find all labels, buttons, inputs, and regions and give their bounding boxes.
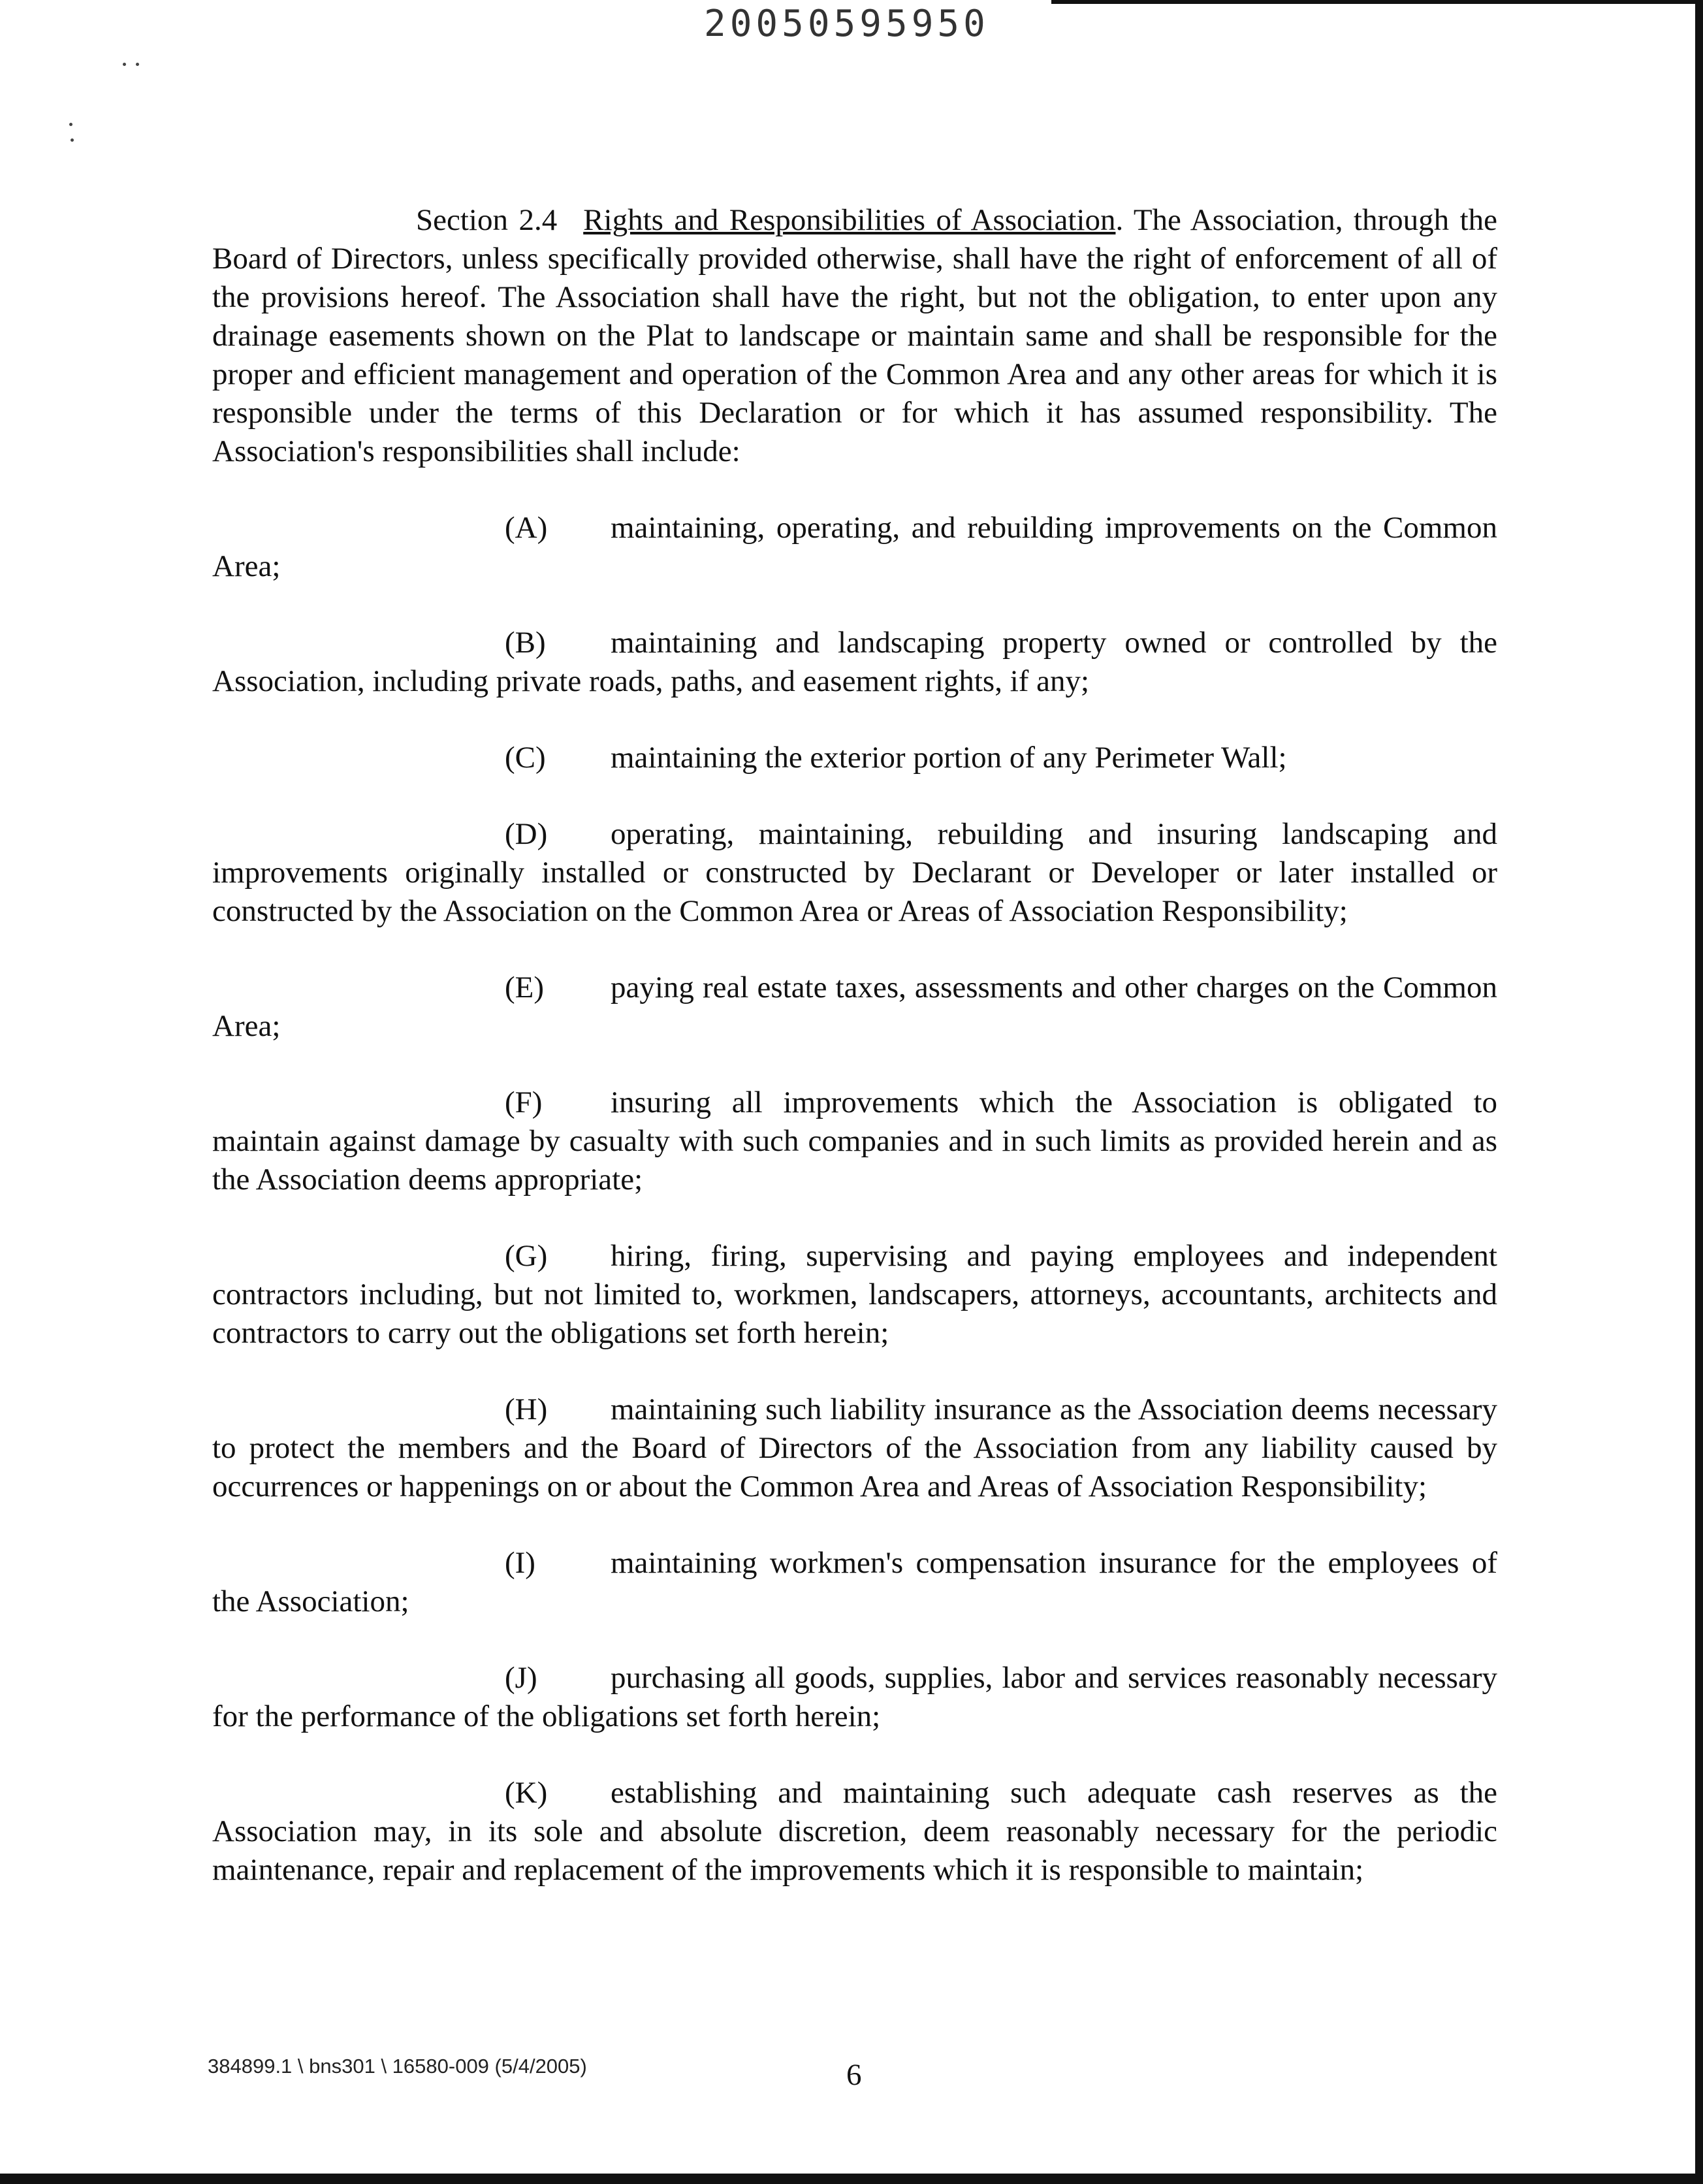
- page-number: 6: [846, 2058, 862, 2092]
- item-letter: (I): [505, 1546, 535, 1580]
- item-text: operating, maintaining, rebuilding and insuring landscaping and improvements originally installed or constructed by Declarant or Developer or later installed or constructed by the Association on the Common Area or Areas of Association Responsibility;: [212, 817, 1497, 928]
- list-item-i: [212, 1544, 1497, 1621]
- list-item-h: [212, 1390, 1497, 1506]
- section-paragraph: [212, 201, 1497, 471]
- list-item-b: [212, 624, 1497, 701]
- list-item-f: [212, 1084, 1497, 1199]
- list-item-e: [212, 969, 1497, 1046]
- item-text: insuring all improvements which the Association is obligated to maintain against damage by casualty with such companies and in such limits as provided herein and as the Association deems appropriate;: [212, 1085, 1497, 1196]
- item-letter: (A): [505, 511, 548, 545]
- item-letter: (H): [505, 1392, 548, 1426]
- scan-edge-rule: [1051, 0, 1703, 4]
- item-text: maintaining the exterior portion of any Perimeter Wall;: [611, 741, 1287, 775]
- list-item-d: [212, 815, 1497, 931]
- item-letter: (D): [505, 817, 548, 851]
- item-text: purchasing all goods, supplies, labor and services reasonably necessary for the performance of the obligations set forth herein;: [212, 1661, 1497, 1733]
- item-letter: (G): [505, 1239, 548, 1273]
- item-letter: (J): [505, 1661, 537, 1695]
- item-letter: (B): [505, 626, 546, 660]
- item-letter: (F): [505, 1085, 543, 1119]
- section-body-text: The Association, through the Board of Directors, unless specifically provided otherwise, shall have the right of enforcement of all of the provisions hereof. The Association shall have the right, but not the obligation, to enter upon any drainage easements shown on the Plat to landscape or maintain same and shall be responsible for the proper and efficient management and operation of the Common Area and any other areas for which it is responsible under the terms of this Declaration or for which it has assumed responsibility. The Association's responsibilities shall include:: [212, 203, 1497, 468]
- scan-speck: [123, 63, 126, 66]
- item-letter: (E): [505, 971, 545, 1004]
- footer-document-id: 384899.1 \ bns301 \ 16580-009 (5/4/2005): [208, 2055, 587, 2078]
- item-text: maintaining, operating, and rebuilding improvements on the Common Area;: [212, 511, 1497, 583]
- item-text: maintaining such liability insurance as the Association deems necessary to protect the members and the Board of Directors of the Association from any liability caused by occurrences or happenings on or about the Common Area and Areas of Association Responsibility;: [212, 1392, 1497, 1503]
- scan-speck: [69, 123, 72, 126]
- document-body: [212, 201, 1497, 1927]
- list-item-a: [212, 509, 1497, 586]
- item-text: hiring, firing, supervising and paying employees and independent contractors including, but not limited to, workmen, landscapers, attorneys, accountants, architects and contractors to carry out the obligations set forth herein;: [212, 1239, 1497, 1350]
- recording-number: 20050595950: [704, 3, 989, 45]
- scan-speck: [136, 63, 139, 66]
- section-heading: Rights and Responsibilities of Association: [583, 203, 1116, 237]
- list-item-g: [212, 1237, 1497, 1353]
- section-heading-period: .: [1115, 203, 1124, 237]
- item-letter: (C): [505, 741, 546, 775]
- item-text: maintaining and landscaping property owned or controlled by the Association, including private roads, paths, and easement rights, if any;: [212, 626, 1497, 698]
- list-item-c: [212, 739, 1497, 777]
- scan-speck: [71, 138, 74, 142]
- item-text: maintaining workmen's compensation insurance for the employees of the Association;: [212, 1546, 1497, 1618]
- item-text: paying real estate taxes, assessments and other charges on the Common Area;: [212, 971, 1497, 1043]
- list-item-j: [212, 1659, 1497, 1736]
- item-letter: (K): [505, 1776, 548, 1810]
- list-item-k: [212, 1774, 1497, 1889]
- item-text: establishing and maintaining such adequate cash reserves as the Association may, in its sole and absolute discretion, deem reasonably necessary for the periodic maintenance, repair and replacement of the improvements which it is responsible to maintain;: [212, 1776, 1497, 1887]
- section-number: Section 2.4: [416, 203, 558, 237]
